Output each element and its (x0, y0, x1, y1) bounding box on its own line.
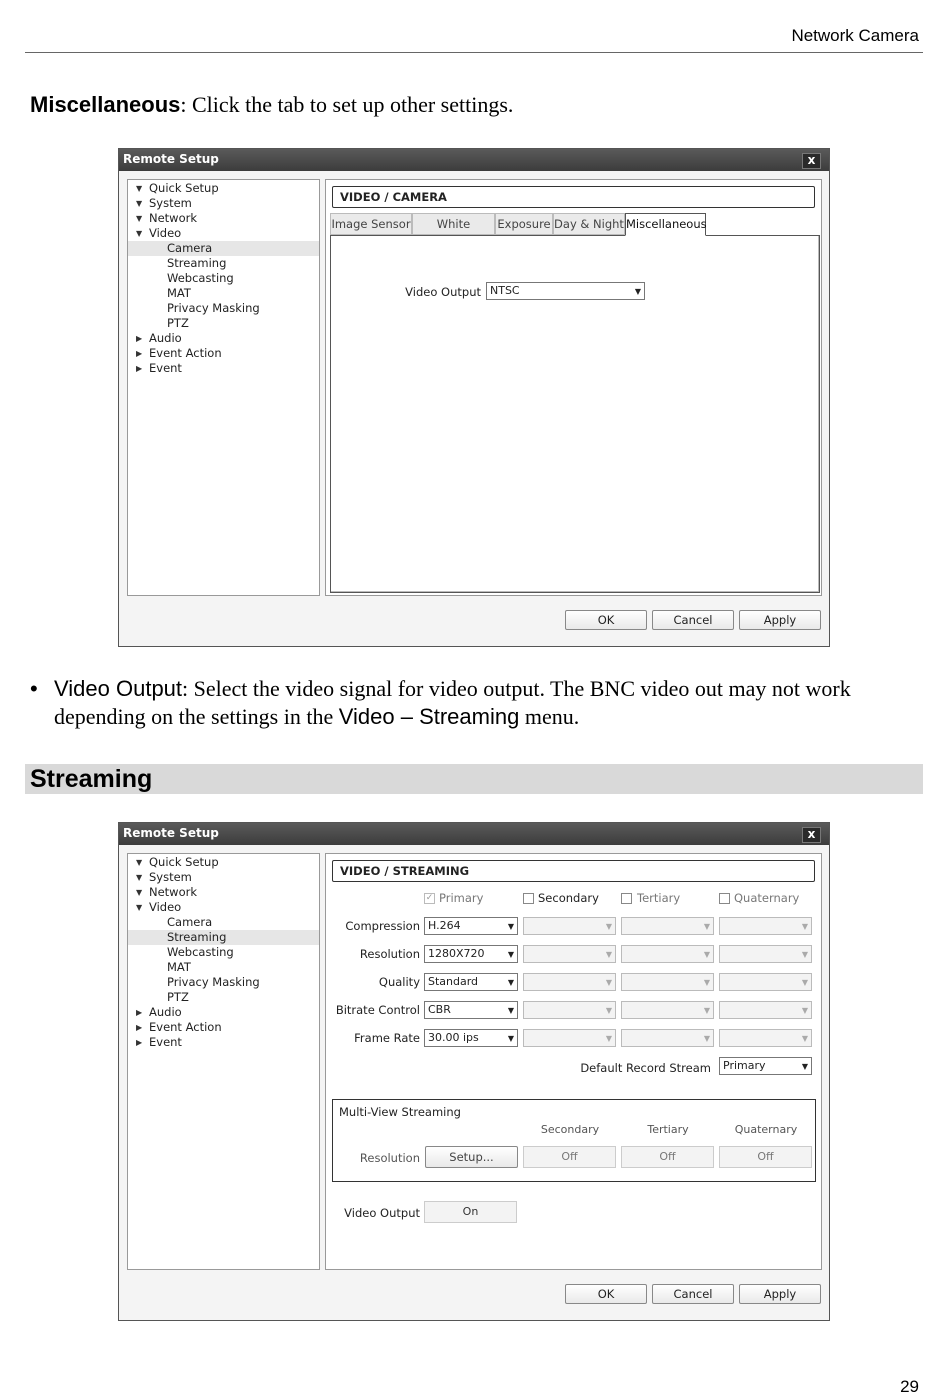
section-title: VIDEO / STREAMING (332, 860, 815, 882)
mv-secondary-value: Off (523, 1146, 616, 1168)
close-button[interactable]: x (802, 827, 821, 843)
chevron-down-icon: ▼ (801, 978, 808, 987)
tree-item-label: Streaming (167, 930, 227, 944)
tree-item-video[interactable] (128, 226, 319, 241)
tree-item-event[interactable] (128, 361, 319, 376)
chevron-down-icon: ▼ (605, 950, 612, 959)
expand-down-icon[interactable]: ▼ (136, 858, 143, 867)
apply-button[interactable]: Apply (739, 1284, 821, 1304)
tree-item-privacy-masking[interactable] (128, 301, 319, 316)
disabled-select (523, 945, 616, 963)
select-value: 1280X720 (428, 947, 485, 960)
video-output-label: Video Output (344, 1206, 420, 1220)
video-output-select[interactable] (486, 282, 645, 300)
mv-col-secondary: Secondary (540, 1123, 600, 1136)
disabled-select (719, 1029, 812, 1047)
running-header: Network Camera (791, 26, 919, 45)
chevron-down-icon: ▼ (507, 1034, 514, 1043)
apply-button[interactable]: Apply (739, 610, 821, 630)
select-value: Standard (428, 975, 479, 988)
tree-item-camera[interactable] (128, 915, 319, 930)
secondary-checkbox[interactable] (523, 893, 534, 904)
tree-item-quick-setup[interactable] (128, 181, 319, 196)
expand-down-icon[interactable]: ▼ (136, 214, 143, 223)
primary-resolution-select[interactable] (424, 945, 518, 963)
tab-day-night[interactable]: Day & Night (553, 213, 625, 235)
disabled-select (621, 1001, 714, 1019)
bullet-body (54, 675, 925, 731)
mv-col-quaternary: Quaternary (734, 1123, 798, 1136)
chevron-down-icon: ▼ (703, 1034, 710, 1043)
primary-checkbox[interactable]: ✓ (425, 893, 434, 903)
disabled-select (719, 973, 812, 991)
tree-item-system[interactable] (128, 196, 319, 211)
tree-item-label: Event (149, 361, 182, 375)
disabled-select (719, 917, 812, 935)
tree-item-webcasting[interactable] (128, 945, 319, 960)
primary-quality-select[interactable] (424, 973, 518, 991)
bullet-mark: • (30, 676, 38, 701)
default-record-select[interactable] (719, 1057, 812, 1075)
tab-area (330, 213, 820, 593)
video-output-value: NTSC (490, 284, 520, 297)
disabled-select (621, 917, 714, 935)
tree-item-label: Streaming (167, 256, 227, 270)
cancel-button[interactable]: Cancel (652, 1284, 734, 1304)
expand-right-icon[interactable]: ▶ (136, 334, 143, 343)
tree-item-label: Webcasting (167, 945, 234, 959)
multi-view-title: Multi-View Streaming (339, 1105, 461, 1119)
mv-tertiary-value: Off (621, 1146, 714, 1168)
settings-panel (325, 853, 822, 1270)
row-label-compression: Compression (345, 919, 420, 933)
remote-setup-window-streaming (118, 822, 830, 1321)
row-label-frame-rate: Frame Rate (354, 1031, 420, 1045)
tree-item-audio[interactable] (128, 1005, 319, 1020)
expand-down-icon[interactable]: ▼ (136, 184, 143, 193)
tree-item-label: MAT (167, 960, 191, 974)
tree-item-event-action[interactable] (128, 1020, 319, 1035)
primary-compression-select[interactable] (424, 917, 518, 935)
chevron-down-icon: ▼ (507, 978, 514, 987)
select-value: 30.00 ips (428, 1031, 479, 1044)
tree-item-streaming[interactable] (128, 930, 319, 945)
tree-item-label: Camera (167, 915, 213, 929)
tab-exposure[interactable]: Exposure (495, 213, 553, 235)
disabled-select (719, 1001, 812, 1019)
chevron-down-icon: ▼ (703, 1006, 710, 1015)
bullet-text-1: : Select the video signal for video output. The BNC video out may not work depending on the settings in the (54, 676, 851, 729)
tree-item-label: Video (149, 226, 182, 240)
disabled-select (621, 945, 714, 963)
tree-item-label: Network (149, 885, 198, 899)
tree-item-camera[interactable] (128, 241, 319, 256)
tree-item-label: Privacy Masking (167, 975, 260, 989)
tree-item-streaming[interactable] (128, 256, 319, 271)
bullet-term: Video Output (54, 676, 183, 701)
chevron-down-icon: ▼ (801, 922, 808, 931)
window-title: Remote Setup (119, 823, 829, 845)
video-output-value[interactable]: On (424, 1201, 517, 1223)
section-heading-bar (25, 764, 923, 794)
quaternary-checkbox[interactable] (719, 893, 730, 904)
expand-down-icon[interactable]: ▼ (136, 873, 143, 882)
disabled-select (523, 1001, 616, 1019)
section-title: VIDEO / CAMERA (332, 186, 815, 208)
tree-item-event-action[interactable] (128, 346, 319, 361)
tree-item-label: Event (149, 1035, 182, 1049)
chevron-down-icon: ▼ (801, 950, 808, 959)
expand-down-icon[interactable]: ▼ (136, 229, 143, 238)
tree-item-label: Quick Setup (149, 181, 219, 195)
bullet-paragraph (30, 675, 925, 731)
bullet-term-2: Video – Streaming (338, 704, 520, 729)
close-button[interactable]: x (802, 153, 821, 169)
tree-item-label: System (149, 870, 192, 884)
chevron-down-icon: ▼ (605, 1034, 612, 1043)
tree-item-label: System (149, 196, 192, 210)
intro-term: Miscellaneous (30, 92, 181, 117)
tree-item-label: PTZ (167, 316, 189, 330)
expand-right-icon[interactable]: ▶ (136, 1008, 143, 1017)
tree-item-label: Webcasting (167, 271, 234, 285)
default-record-label: Default Record Stream (580, 1061, 711, 1075)
row-label-quality: Quality (378, 975, 420, 989)
disabled-select (621, 973, 714, 991)
primary-frame-rate-select[interactable] (424, 1029, 518, 1047)
chevron-down-icon: ▼ (801, 1062, 808, 1071)
tree-item-event[interactable] (128, 1035, 319, 1050)
expand-down-icon[interactable]: ▼ (136, 199, 143, 208)
intro-paragraph (30, 92, 513, 118)
tree-item-mat[interactable] (128, 960, 319, 975)
secondary-label: Secondary (538, 891, 599, 905)
primary-bitrate-control-select[interactable] (424, 1001, 518, 1019)
setup-button[interactable]: Setup... (425, 1146, 518, 1168)
expand-down-icon[interactable]: ▼ (136, 903, 143, 912)
select-value: H.264 (428, 919, 461, 932)
primary-label: Primary (439, 891, 484, 905)
tree-item-network[interactable] (128, 885, 319, 900)
tree-item-label: Privacy Masking (167, 301, 260, 315)
tree-item-label: MAT (167, 286, 191, 300)
section-heading: Streaming (30, 765, 153, 793)
disabled-select (621, 1029, 714, 1047)
expand-right-icon[interactable]: ▶ (136, 364, 143, 373)
window-title: Remote Setup (119, 149, 829, 171)
select-value: CBR (428, 1003, 451, 1016)
ok-button[interactable]: OK (565, 1284, 647, 1304)
tree-item-quick-setup[interactable] (128, 855, 319, 870)
tree-item-network[interactable] (128, 211, 319, 226)
default-record-value: Primary (723, 1059, 766, 1072)
tab-white-balance[interactable]: White (412, 213, 495, 235)
tree-item-label: Quick Setup (149, 855, 219, 869)
intro-text: : Click the tab to set up other settings. (180, 92, 514, 117)
tree-item-label: Network (149, 211, 198, 225)
settings-tree (127, 853, 320, 1270)
chevron-down-icon: ▼ (703, 978, 710, 987)
chevron-down-icon: ▼ (605, 1006, 612, 1015)
tertiary-label: Tertiary (637, 891, 681, 905)
disabled-select (523, 1029, 616, 1047)
disabled-select (719, 945, 812, 963)
header-rule (25, 52, 923, 53)
quaternary-label: Quaternary (734, 891, 800, 905)
tree-item-label: Video (149, 900, 182, 914)
tree-item-label: Audio (149, 331, 182, 345)
expand-right-icon[interactable]: ▶ (136, 1038, 143, 1047)
chevron-down-icon: ▼ (801, 1006, 808, 1015)
tree-item-audio[interactable] (128, 331, 319, 346)
chevron-down-icon: ▼ (703, 950, 710, 959)
chevron-down-icon: ▼ (703, 922, 710, 931)
mv-resolution-label: Resolution (359, 1151, 420, 1165)
tertiary-checkbox[interactable] (621, 893, 632, 904)
tree-item-label: Camera (167, 241, 213, 255)
mv-col-tertiary: Tertiary (647, 1123, 689, 1136)
page-number: 29 (900, 1377, 919, 1396)
chevron-down-icon: ▼ (634, 287, 641, 296)
remote-setup-window-camera (118, 148, 830, 647)
mv-quaternary-value: Off (719, 1146, 812, 1168)
tree-item-mat[interactable] (128, 286, 319, 301)
expand-right-icon[interactable]: ▶ (136, 349, 143, 358)
tree-item-webcasting[interactable] (128, 271, 319, 286)
tree-item-ptz[interactable] (128, 316, 319, 331)
settings-tree (127, 179, 320, 596)
settings-panel (325, 179, 822, 596)
tree-item-label: Audio (149, 1005, 182, 1019)
tree-item-privacy-masking[interactable] (128, 975, 319, 990)
chevron-down-icon: ▼ (507, 950, 514, 959)
ok-button[interactable]: OK (565, 610, 647, 630)
row-label-bitrate-control: Bitrate Control (335, 1003, 420, 1017)
tree-item-system[interactable] (128, 870, 319, 885)
tree-item-ptz[interactable] (128, 990, 319, 1005)
tab-miscellaneous[interactable]: Miscellaneous (625, 213, 706, 236)
multi-view-group (332, 1099, 816, 1182)
tree-item-label: Event Action (149, 1020, 222, 1034)
chevron-down-icon: ▼ (801, 1034, 808, 1043)
video-output-label: Video Output (405, 285, 481, 299)
chevron-down-icon: ▼ (507, 1006, 514, 1015)
tree-item-label: Event Action (149, 346, 222, 360)
cancel-button[interactable]: Cancel (652, 610, 734, 630)
expand-down-icon[interactable]: ▼ (136, 888, 143, 897)
bullet-text-2: menu. (519, 704, 580, 729)
tab-content (330, 235, 820, 593)
expand-right-icon[interactable]: ▶ (136, 1023, 143, 1032)
disabled-select (523, 973, 616, 991)
chevron-down-icon: ▼ (507, 922, 514, 931)
tab-image-sensor[interactable]: Image Sensor (330, 213, 412, 235)
chevron-down-icon: ▼ (605, 978, 612, 987)
row-label-resolution: Resolution (359, 947, 420, 961)
tree-item-video[interactable] (128, 900, 319, 915)
tree-item-label: PTZ (167, 990, 189, 1004)
chevron-down-icon: ▼ (605, 922, 612, 931)
disabled-select (523, 917, 616, 935)
